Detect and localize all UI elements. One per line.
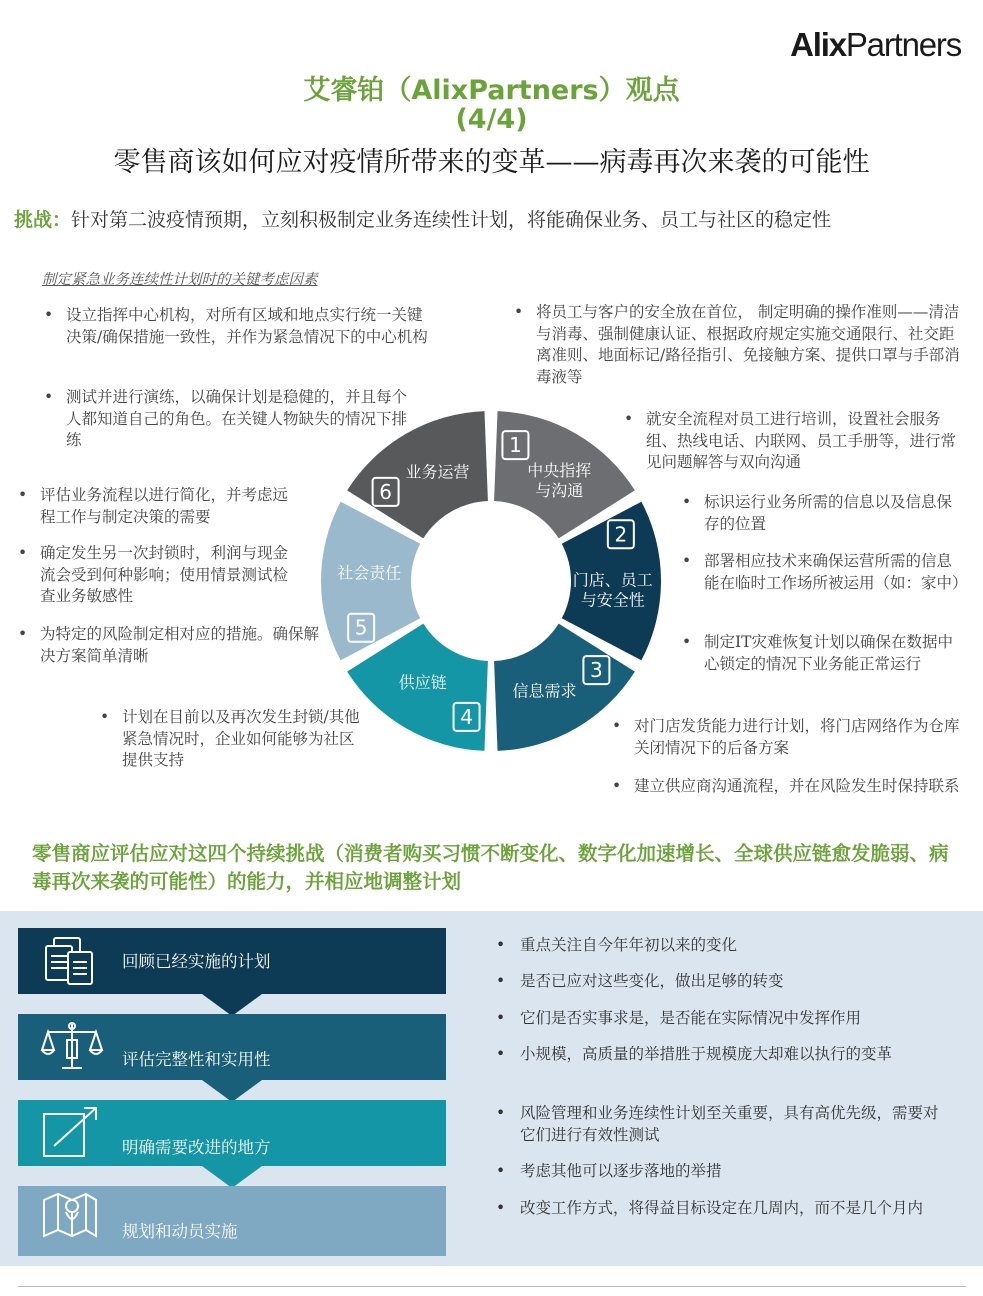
segment-label: 信息需求 <box>512 681 577 701</box>
documents-icon <box>40 936 100 992</box>
segment-label: 社会责任 <box>337 563 402 583</box>
right-note: • 部署相应技术来确保运营所需的信息能在临时工作场所被运用（如：家中） <box>704 551 966 594</box>
bottom-note: • 改变工作方式，将得益目标设定在几周内，而不是几个月内 <box>520 1197 950 1219</box>
right-note: • 制定IT灾难恢复计划以确保在数据中心锁定的情况下业务能正常运行 <box>704 632 966 675</box>
step-identify-improvements <box>18 1100 446 1192</box>
segment-label: 供应链 <box>398 673 447 693</box>
section-label: 制定紧急业务连续性计划时的关键考虑因素 <box>42 272 318 288</box>
step-label: 规划和动员实施 <box>122 1222 238 1241</box>
left-note: • 设立指挥中心机构，对所有区域和地点实行统一关键决策/确保措施一致性，并作为紧急情况下的中心机构 <box>66 305 428 348</box>
donut-center <box>412 502 570 660</box>
segment-label: 门店、员工与安全性 <box>572 570 653 610</box>
left-note: • 测试并进行演练，以确保计划是稳健的，并且每个人都知道自己的角色。在关键人物缺失的情况下排练 <box>66 387 418 452</box>
segment-number: 6 <box>379 479 392 504</box>
step-review-plan <box>18 928 446 1020</box>
segment-number: 4 <box>460 704 473 729</box>
challenge-label: 挑战： <box>14 209 72 231</box>
page-title: 艾睿铂（AlixPartners）观点 <box>303 75 680 106</box>
scales-icon <box>40 1020 104 1078</box>
step-label: 明确需要改进的地方 <box>122 1138 271 1157</box>
bottom-note: • 考虑其他可以逐步落地的举措 <box>520 1160 950 1182</box>
right-note: • 标识运行业务所需的信息以及信息保存的位置 <box>704 492 966 535</box>
step-label: 评估完整性和实用性 <box>122 1050 271 1069</box>
step-plan-mobilize <box>18 1186 446 1256</box>
footer-divider <box>18 1286 966 1287</box>
bottom-note: • 它们是否实事求是，是否能在实际情况中发挥作用 <box>520 1007 950 1029</box>
segment-number: 1 <box>509 433 522 458</box>
step-label: 回顾已经实施的计划 <box>122 952 271 971</box>
segment-number: 3 <box>590 658 603 683</box>
right-note: • 就安全流程对员工进行培训，设置社会服务组、热线电话、内联网、员工手册等，进行常见问题解答与双向沟通 <box>646 409 960 474</box>
page-subtitle: 零售商该如何应对疫情所带来的变革——病毒再次来袭的可能性 <box>113 147 870 178</box>
bottom-note: • 重点关注自今年年初以来的变化 <box>520 934 950 956</box>
bottom-note: • 是否已应对这些变化，做出足够的转变 <box>520 970 950 992</box>
considerations-donut-chart <box>310 400 672 762</box>
left-note: • 计划在目前以及再次发生封锁/其他紧急情况时，企业如何能够为社区提供支持 <box>122 707 362 772</box>
right-note: • 对门店发货能力进行计划，将门店网络作为仓库关闭情况下的后备方案 <box>634 716 966 759</box>
challenge-text: 针对第二波疫情预期，立刻积极制定业务连续性计划，将能确保业务、员工与社区的稳定性 <box>71 209 832 231</box>
left-note: • 为特定的风险制定相对应的措施。确保解决方案简单清晰 <box>40 624 324 667</box>
right-note: • 建立供应商沟通流程，并在风险发生时保持联系 <box>634 776 966 798</box>
key-takeaway-heading: 零售商应评估应对这四个持续挑战（消费者购买习惯不断变化、数字化加速增长、全球供应链愈发脆弱、病毒再次来袭的可能性）的能力，并相应地调整计划 <box>32 842 949 893</box>
step-evaluate-plan <box>18 1014 446 1106</box>
segment-label: 中央指挥与沟通 <box>527 460 592 500</box>
challenge-statement <box>14 205 831 232</box>
alixpartners-logo: AlixPartners <box>790 26 961 63</box>
page-number: (4/4) <box>455 104 528 135</box>
map-icon <box>40 1192 100 1250</box>
left-note: • 确定发生另一次封锁时，利润与现金流会受到何种影响；使用情景测试检查业务敏感性 <box>40 543 302 608</box>
edit-icon <box>40 1104 102 1164</box>
segment-number: 2 <box>614 522 628 547</box>
bottom-note: • 风险管理和业务连续性计划至关重要，具有高优先级，需要对它们进行有效性测试 <box>520 1102 950 1146</box>
segment-number: 5 <box>354 615 368 640</box>
right-note: • 将员工与客户的安全放在首位， 制定明确的操作准则——清洁与消毒、强制健康认证、根据政府规定实施交通限行、社交距离准则、地面标记/路径指引、免接触方案、提供口罩与手部消毒液等 <box>536 302 966 388</box>
left-note: • 评估业务流程以进行简化，并考虑远程工作与制定决策的需要 <box>40 485 302 528</box>
segment-label: 业务运营 <box>405 462 470 482</box>
bottom-note: • 小规模，高质量的举措胜于规模庞大却难以执行的变革 <box>520 1043 950 1065</box>
